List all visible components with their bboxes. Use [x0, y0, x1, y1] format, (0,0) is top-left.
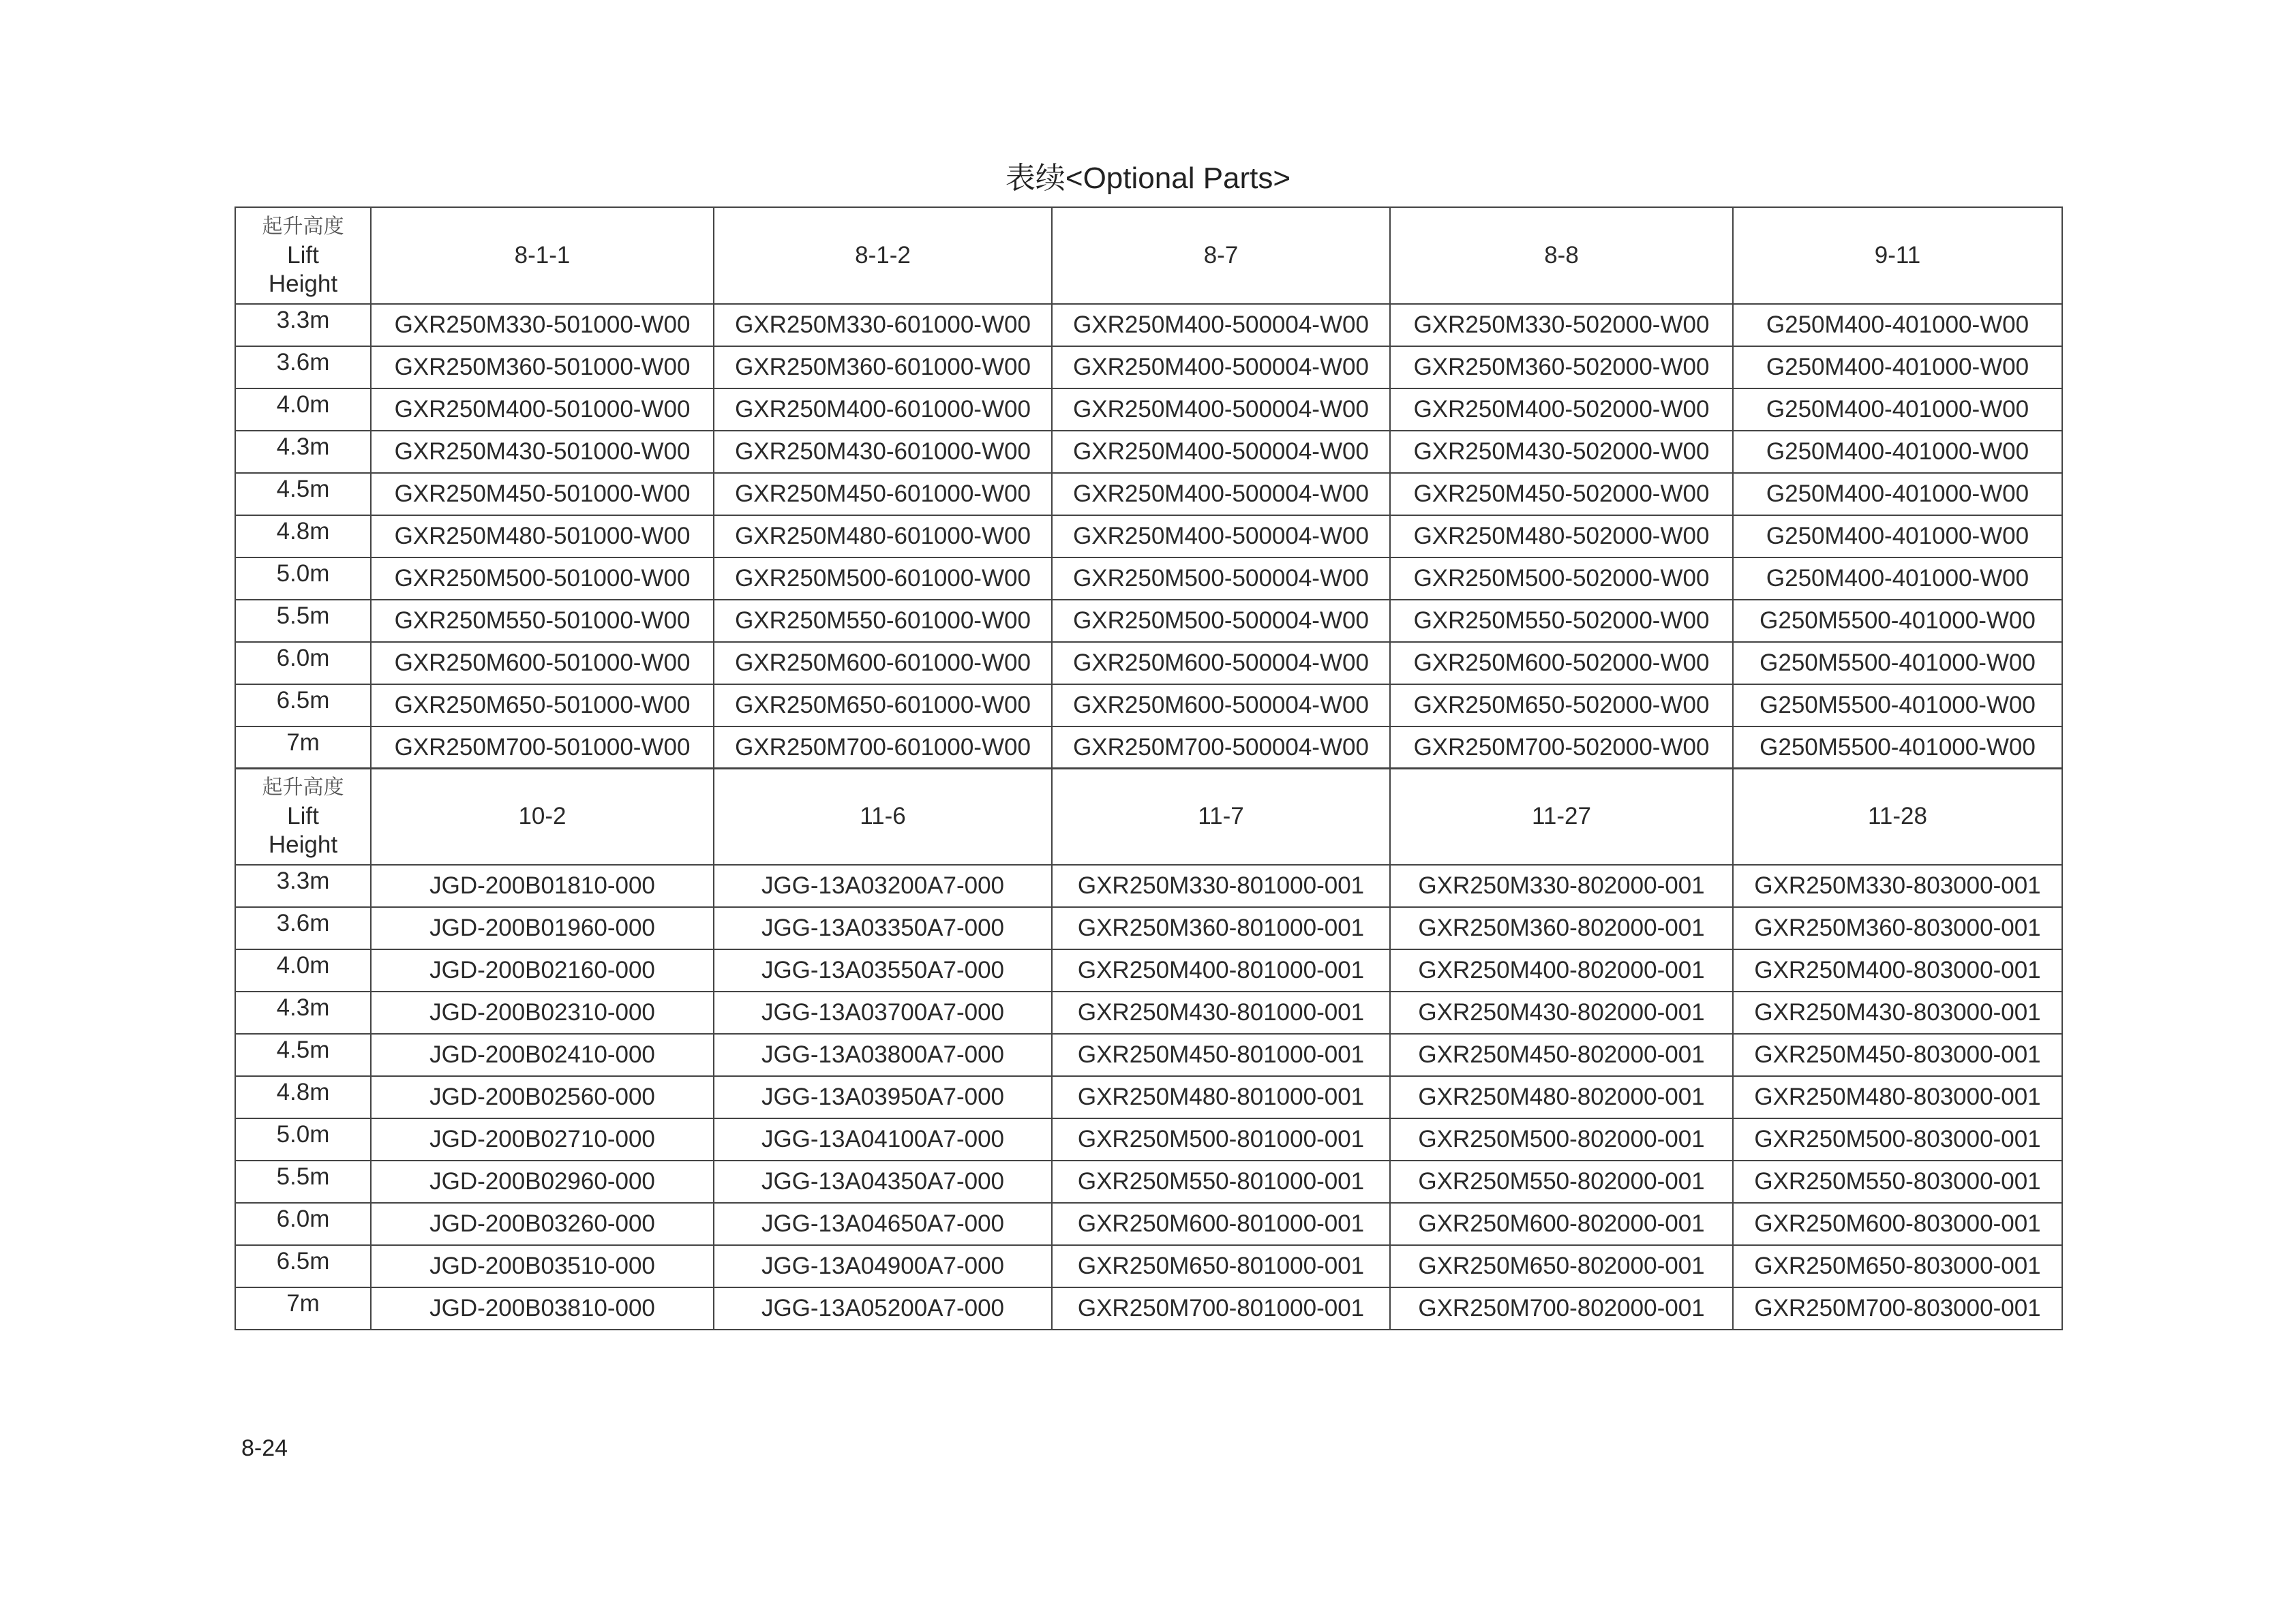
part-number-cell: GXR250M450-501000-W00 [371, 473, 714, 515]
part-number-cell: GXR250M400-500004-W00 [1052, 388, 1390, 431]
page-number: 8-24 [241, 1435, 288, 1461]
lift-height-cell: 4.3m [235, 992, 371, 1034]
part-number-cell: GXR250M700-501000-W00 [371, 726, 714, 769]
part-number-cell: G250M400-401000-W00 [1733, 304, 2062, 346]
table-row [235, 726, 2062, 769]
part-number-cell: JGD-200B03260-000 [371, 1203, 714, 1245]
part-number-cell: JGD-200B02160-000 [371, 949, 714, 992]
table-row [235, 1203, 2062, 1245]
part-number-cell: G250M400-401000-W00 [1733, 431, 2062, 473]
part-number-cell: GXR250M480-501000-W00 [371, 515, 714, 557]
table-row [235, 1245, 2062, 1287]
part-number-cell: GXR250M480-601000-W00 [714, 515, 1052, 557]
part-number-cell: JGD-200B02710-000 [371, 1118, 714, 1161]
lift-height-cell: 6.5m [235, 684, 371, 726]
table-row [235, 1287, 2062, 1330]
part-number-cell: GXR250M500-500004-W00 [1052, 600, 1390, 642]
table-row [235, 557, 2062, 600]
lift-height-cell: 4.5m [235, 1034, 371, 1076]
part-number-cell: GXR250M400-802000-001 [1390, 949, 1733, 992]
part-number-cell: JGG-13A03800A7-000 [714, 1034, 1052, 1076]
column-header: 11-7 [1052, 768, 1390, 865]
table-row [235, 1161, 2062, 1203]
part-number-cell: GXR250M480-803000-001 [1733, 1076, 2062, 1118]
lift-height-cell: 7m [235, 726, 371, 769]
part-number-cell: GXR250M360-501000-W00 [371, 346, 714, 388]
part-number-cell: GXR250M430-802000-001 [1390, 992, 1733, 1034]
part-number-cell: GXR250M600-500004-W00 [1052, 684, 1390, 726]
part-number-cell: GXR250M500-801000-001 [1052, 1118, 1390, 1161]
lift-height-label-line: 起升高度 [262, 215, 344, 238]
lift-height-cell: 3.6m [235, 907, 371, 949]
part-number-cell: GXR250M650-803000-001 [1733, 1245, 2062, 1287]
part-number-cell: JGD-200B01810-000 [371, 865, 714, 907]
part-number-cell: GXR250M400-502000-W00 [1390, 388, 1733, 431]
table-row [235, 992, 2062, 1034]
lift-height-label-line: Lift [287, 803, 319, 829]
part-number-cell: GXR250M450-802000-001 [1390, 1034, 1733, 1076]
lift-height-cell: 5.0m [235, 1118, 371, 1161]
part-number-cell: GXR250M550-502000-W00 [1390, 600, 1733, 642]
table-row [235, 1034, 2062, 1076]
column-header: 10-2 [371, 768, 714, 865]
lift-height-cell: 7m [235, 1287, 371, 1330]
column-header: 11-6 [714, 768, 1052, 865]
part-number-cell: GXR250M330-801000-001 [1052, 865, 1390, 907]
part-number-cell: GXR250M480-801000-001 [1052, 1076, 1390, 1118]
part-number-cell: GXR250M500-502000-W00 [1390, 557, 1733, 600]
part-number-cell: GXR250M500-803000-001 [1733, 1118, 2062, 1161]
part-number-cell: JGG-13A03550A7-000 [714, 949, 1052, 992]
part-number-cell: GXR250M400-501000-W00 [371, 388, 714, 431]
part-number-cell: GXR250M400-500004-W00 [1052, 473, 1390, 515]
lift-height-label-line: 起升高度 [262, 776, 344, 799]
lift-height-header [235, 207, 371, 304]
column-header: 11-27 [1390, 768, 1733, 865]
part-number-cell: GXR250M700-802000-001 [1390, 1287, 1733, 1330]
lift-height-cell: 3.6m [235, 346, 371, 388]
lift-height-cell: 5.5m [235, 600, 371, 642]
part-number-cell: G250M5500-401000-W00 [1733, 684, 2062, 726]
part-number-cell: GXR250M330-601000-W00 [714, 304, 1052, 346]
part-number-cell: GXR250M700-803000-001 [1733, 1287, 2062, 1330]
part-number-cell: JGD-200B03810-000 [371, 1287, 714, 1330]
part-number-cell: GXR250M400-601000-W00 [714, 388, 1052, 431]
lift-height-cell: 5.0m [235, 557, 371, 600]
lift-height-cell: 4.0m [235, 388, 371, 431]
column-header: 8-8 [1390, 207, 1733, 304]
part-number-cell: G250M5500-401000-W00 [1733, 726, 2062, 769]
table-row [235, 684, 2062, 726]
table-row [235, 642, 2062, 684]
table-row [235, 1076, 2062, 1118]
part-number-cell: JGG-13A03950A7-000 [714, 1076, 1052, 1118]
part-number-cell: GXR250M450-502000-W00 [1390, 473, 1733, 515]
column-header: 8-1-1 [371, 207, 714, 304]
lift-height-cell: 4.3m [235, 431, 371, 473]
part-number-cell: GXR250M500-501000-W00 [371, 557, 714, 600]
lift-height-cell: 4.5m [235, 473, 371, 515]
table-row [235, 515, 2062, 557]
part-number-cell: GXR250M400-500004-W00 [1052, 304, 1390, 346]
part-number-cell: GXR250M600-802000-001 [1390, 1203, 1733, 1245]
part-number-cell: JGG-13A03200A7-000 [714, 865, 1052, 907]
part-number-cell: GXR250M700-601000-W00 [714, 726, 1052, 769]
lift-height-cell: 4.8m [235, 1076, 371, 1118]
part-number-cell: G250M5500-401000-W00 [1733, 600, 2062, 642]
part-number-cell: GXR250M430-502000-W00 [1390, 431, 1733, 473]
part-number-cell: GXR250M650-501000-W00 [371, 684, 714, 726]
part-number-cell: GXR250M400-500004-W00 [1052, 515, 1390, 557]
part-number-cell: G250M5500-401000-W00 [1733, 642, 2062, 684]
table-row [235, 1118, 2062, 1161]
part-number-cell: GXR250M480-802000-001 [1390, 1076, 1733, 1118]
header-row [235, 768, 2062, 865]
part-number-cell: GXR250M550-802000-001 [1390, 1161, 1733, 1203]
lift-height-header [235, 768, 371, 865]
part-number-cell: G250M400-401000-W00 [1733, 515, 2062, 557]
lift-height-cell: 4.0m [235, 949, 371, 992]
part-number-cell: GXR250M600-601000-W00 [714, 642, 1052, 684]
part-number-cell: JGD-200B02310-000 [371, 992, 714, 1034]
part-number-cell: GXR250M650-802000-001 [1390, 1245, 1733, 1287]
part-number-cell: GXR250M650-801000-001 [1052, 1245, 1390, 1287]
part-number-cell: GXR250M330-802000-001 [1390, 865, 1733, 907]
part-number-cell: GXR250M500-601000-W00 [714, 557, 1052, 600]
part-number-cell: JGG-13A03350A7-000 [714, 907, 1052, 949]
part-number-cell: GXR250M600-803000-001 [1733, 1203, 2062, 1245]
part-number-cell: GXR250M550-601000-W00 [714, 600, 1052, 642]
part-number-cell: JGG-13A04100A7-000 [714, 1118, 1052, 1161]
part-number-cell: GXR250M550-801000-001 [1052, 1161, 1390, 1203]
part-number-cell: GXR250M330-501000-W00 [371, 304, 714, 346]
part-number-cell: JGG-13A03700A7-000 [714, 992, 1052, 1034]
part-number-cell: GXR250M360-803000-001 [1733, 907, 2062, 949]
part-number-cell: GXR250M360-601000-W00 [714, 346, 1052, 388]
lift-height-label-line: Height [268, 831, 338, 858]
column-header: 8-7 [1052, 207, 1390, 304]
lift-height-cell: 6.0m [235, 642, 371, 684]
table-row [235, 865, 2062, 907]
lift-height-cell: 4.8m [235, 515, 371, 557]
table-row [235, 431, 2062, 473]
part-number-cell: JGG-13A04650A7-000 [714, 1203, 1052, 1245]
table-row [235, 388, 2062, 431]
table-row [235, 907, 2062, 949]
part-number-cell: GXR250M450-801000-001 [1052, 1034, 1390, 1076]
lift-height-cell: 5.5m [235, 1161, 371, 1203]
part-number-cell: GXR250M330-803000-001 [1733, 865, 2062, 907]
part-number-cell: GXR250M550-501000-W00 [371, 600, 714, 642]
part-number-cell: JGG-13A04350A7-000 [714, 1161, 1052, 1203]
table-row [235, 949, 2062, 992]
part-number-cell: GXR250M700-502000-W00 [1390, 726, 1733, 769]
part-number-cell: GXR250M430-601000-W00 [714, 431, 1052, 473]
table-row [235, 473, 2062, 515]
part-number-cell: JGG-13A05200A7-000 [714, 1287, 1052, 1330]
lift-height-label-line: Lift [287, 242, 319, 269]
part-number-cell: GXR250M600-500004-W00 [1052, 642, 1390, 684]
part-number-cell: GXR250M430-501000-W00 [371, 431, 714, 473]
part-number-cell: G250M400-401000-W00 [1733, 557, 2062, 600]
page-title: 表续<Optional Parts> [1005, 162, 1291, 195]
part-number-cell: GXR250M500-500004-W00 [1052, 557, 1390, 600]
column-header: 9-11 [1733, 207, 2062, 304]
part-number-cell: JGD-200B02560-000 [371, 1076, 714, 1118]
lift-height-cell: 3.3m [235, 304, 371, 346]
part-number-cell: GXR250M550-803000-001 [1733, 1161, 2062, 1203]
column-header: 8-1-2 [714, 207, 1052, 304]
part-number-cell: JGD-200B01960-000 [371, 907, 714, 949]
part-number-cell: GXR250M600-801000-001 [1052, 1203, 1390, 1245]
part-number-cell: GXR250M500-802000-001 [1390, 1118, 1733, 1161]
part-number-cell: GXR250M450-601000-W00 [714, 473, 1052, 515]
part-number-cell: GXR250M700-500004-W00 [1052, 726, 1390, 769]
part-number-cell: GXR250M400-500004-W00 [1052, 431, 1390, 473]
lift-height-cell: 6.0m [235, 1203, 371, 1245]
part-number-cell: GXR250M600-502000-W00 [1390, 642, 1733, 684]
part-number-cell: GXR250M360-802000-001 [1390, 907, 1733, 949]
part-number-cell: GXR250M430-803000-001 [1733, 992, 2062, 1034]
part-number-cell: GXR250M360-801000-001 [1052, 907, 1390, 949]
part-number-cell: G250M400-401000-W00 [1733, 388, 2062, 431]
lift-height-label-line: Height [268, 271, 338, 297]
part-number-cell: G250M400-401000-W00 [1733, 346, 2062, 388]
part-number-cell: GXR250M330-502000-W00 [1390, 304, 1733, 346]
part-number-cell: JGD-200B02410-000 [371, 1034, 714, 1076]
part-number-cell: GXR250M700-801000-001 [1052, 1287, 1390, 1330]
column-header: 11-28 [1733, 768, 2062, 865]
part-number-cell: GXR250M360-502000-W00 [1390, 346, 1733, 388]
lift-height-cell: 3.3m [235, 865, 371, 907]
part-number-cell: GXR250M450-803000-001 [1733, 1034, 2062, 1076]
part-number-cell: GXR250M650-502000-W00 [1390, 684, 1733, 726]
part-number-cell: GXR250M650-601000-W00 [714, 684, 1052, 726]
table-row [235, 346, 2062, 388]
part-number-cell: JGD-200B02960-000 [371, 1161, 714, 1203]
table-row [235, 600, 2062, 642]
lift-height-cell: 6.5m [235, 1245, 371, 1287]
optional-parts-table-1 [235, 206, 2063, 769]
part-number-cell: GXR250M480-502000-W00 [1390, 515, 1733, 557]
part-number-cell: GXR250M430-801000-001 [1052, 992, 1390, 1034]
part-number-cell: GXR250M400-803000-001 [1733, 949, 2062, 992]
part-number-cell: JGG-13A04900A7-000 [714, 1245, 1052, 1287]
part-number-cell: GXR250M400-500004-W00 [1052, 346, 1390, 388]
table-row [235, 304, 2062, 346]
part-number-cell: GXR250M600-501000-W00 [371, 642, 714, 684]
part-number-cell: JGD-200B03510-000 [371, 1245, 714, 1287]
optional-parts-table-2 [235, 767, 2063, 1330]
part-number-cell: GXR250M400-801000-001 [1052, 949, 1390, 992]
header-row [235, 207, 2062, 304]
part-number-cell: G250M400-401000-W00 [1733, 473, 2062, 515]
optional-parts-tables [235, 206, 2061, 1330]
